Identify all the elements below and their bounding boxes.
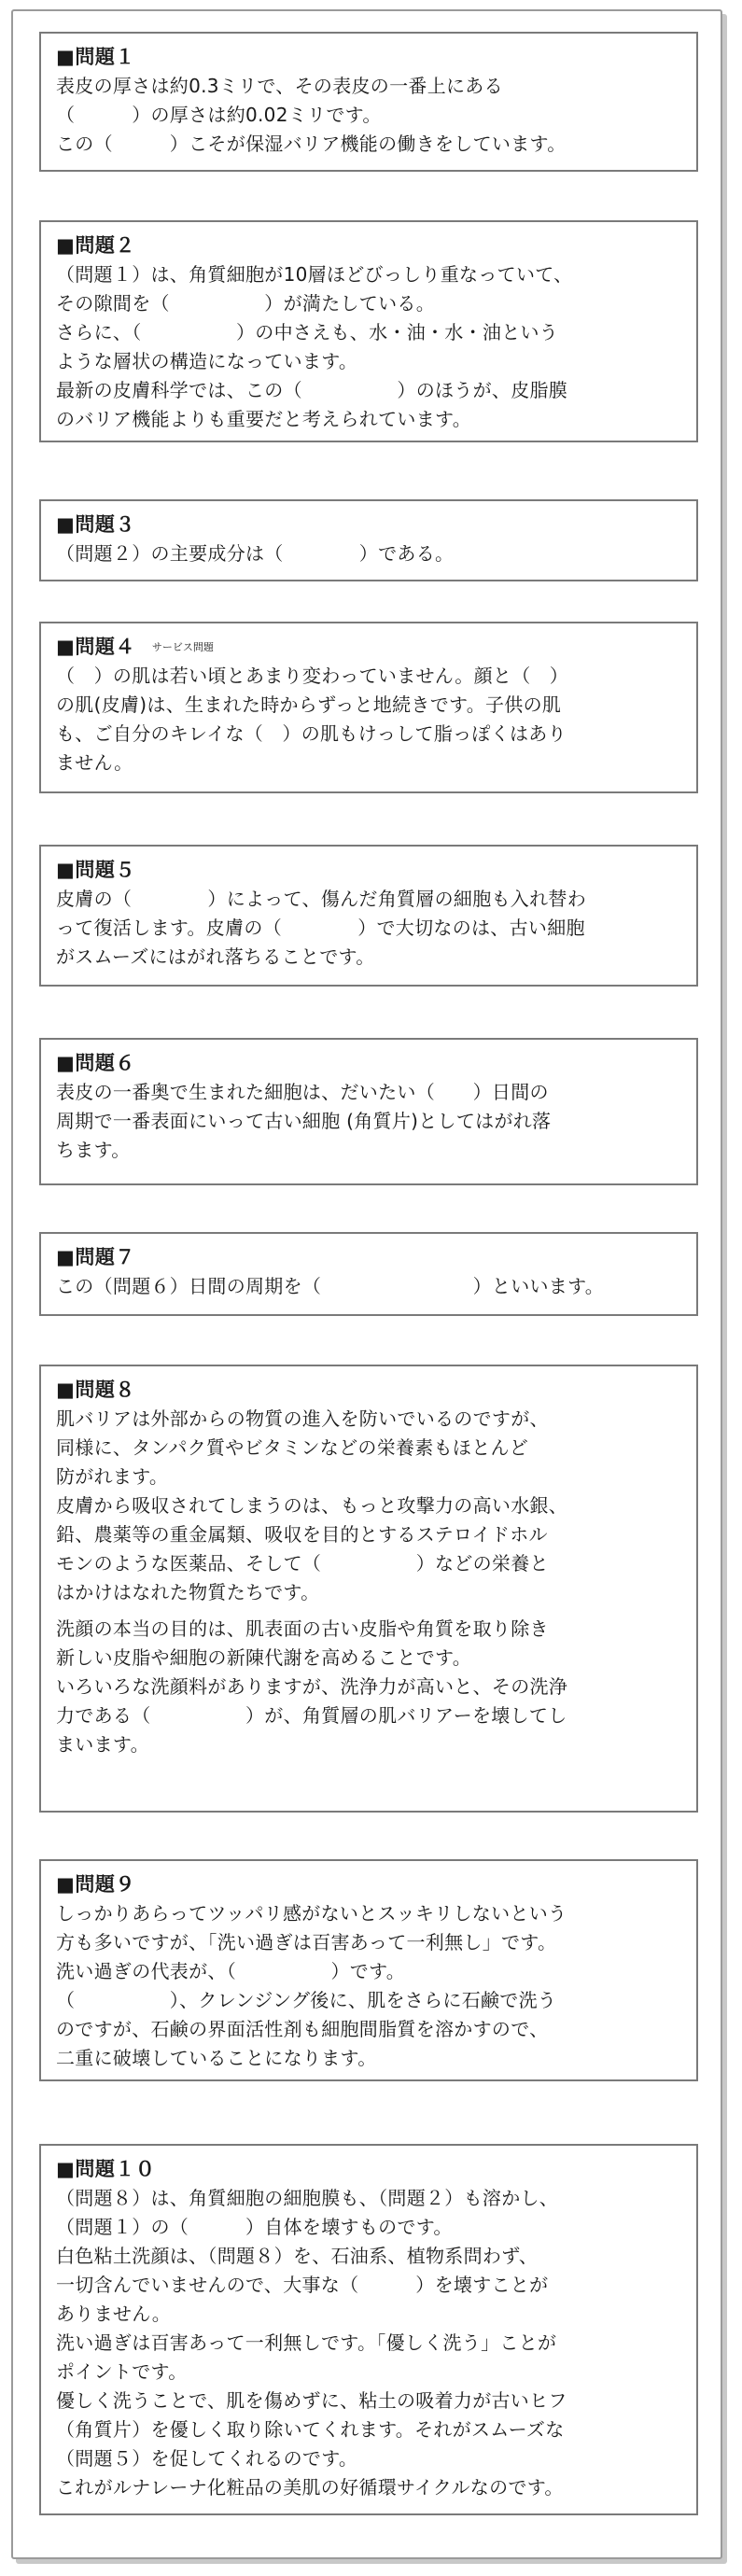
question-text-line: ません。 <box>56 751 133 774</box>
question-text-line: がスムーズにはがれ落ちることです。 <box>56 945 375 968</box>
question-box-1 <box>39 32 698 172</box>
question-text-line: （問題５）を促してくれるのです。 <box>56 2447 358 2470</box>
question-title: ■問題２ <box>56 234 135 257</box>
question-text-line: その隙間を（ ）が満たしている。 <box>56 292 435 315</box>
question-text-line: ありません。 <box>56 2303 171 2325</box>
question-box-10 <box>39 2144 698 2515</box>
question-title: ■問題９ <box>56 1873 135 1896</box>
question-title: ■問題１０ <box>56 2158 156 2180</box>
question-text-line: いろいろな洗顔料がありますが、洗浄力が高いと、その洗浄 <box>56 1675 568 1698</box>
question-box-3 <box>39 499 698 581</box>
question-text-line: （問題１）の（ ）自体を壊すものです。 <box>56 2216 453 2238</box>
question-text-line: この（ ）こそが保湿バリア機能の働きをしています。 <box>56 133 567 155</box>
question-title: ■問題３ <box>56 513 135 536</box>
question-box-6 <box>39 1038 698 1185</box>
question-text-line: 周期で一番表面にいって古い細胞 (角質片)としてはがれ落 <box>56 1110 552 1132</box>
question-text-line: まいます。 <box>56 1733 149 1756</box>
question-title: ■問題７ <box>56 1246 135 1268</box>
question-box-8 <box>39 1365 698 1813</box>
question-text-line: モンのような医薬品、そして（ ）などの栄養と <box>56 1552 549 1575</box>
question-text-line: 肌バリアは外部からの物質の進入を防いでいるのですが、 <box>56 1407 549 1430</box>
question-text-line: も、ご自分のキレイな（ ）の肌もけっして脂っぽくはあり <box>56 722 567 745</box>
question-text-line: のバリア機能よりも重要だと考えられています。 <box>56 408 471 430</box>
question-text-line: （問題１）は、角質細胞が10層ほどびっしり重なっていて、 <box>56 263 573 286</box>
question-title: ■問題８ <box>56 1379 135 1401</box>
question-text-line: 皮膚から吸収されてしまうのは、もっと攻撃力の高い水銀、 <box>56 1494 568 1517</box>
question-text-line: 鉛、農薬等の重金属類、吸収を目的とするステロイドホル <box>56 1523 548 1546</box>
question-text-line: この（問題６）日間の周期を（ ）といいます。 <box>56 1275 605 1297</box>
question-text-line: 力である（ ）が、角質層の肌バリアーを壊してし <box>56 1704 567 1727</box>
question-text-line: はかけはなれた物質たちです。 <box>56 1581 320 1603</box>
question-text-line: 一切含んでいませんので、大事な（ ）を壊すことが <box>56 2274 549 2296</box>
question-text-line: 洗い過ぎの代表が、（ ）です。 <box>56 1960 406 1982</box>
question-paragraph <box>56 1615 681 1759</box>
question-text-line: さらに、（ ）の中さえも、水・油・水・油という <box>56 321 559 343</box>
question-text-line: 皮膚の（ ）によって、傷んだ角質層の細胞も入れ替わ <box>56 888 586 910</box>
question-text-line: （ ）の厚さは約0.02ミリです。 <box>56 104 382 126</box>
question-text-line: 新しい皮脂や細胞の新陳代謝を高めることです。 <box>56 1646 471 1669</box>
question-note: サービス問題 <box>151 641 214 653</box>
worksheet-frame <box>11 9 722 2559</box>
question-box-4 <box>39 622 698 793</box>
question-text-line: （問題２）の主要成分は（ ）である。 <box>56 542 455 565</box>
question-text-line: 表皮の厚さは約0.3ミリで、その表皮の一番上にある <box>56 75 503 97</box>
question-text-line: って復活します。皮膚の（ ）で大切なのは、古い細胞 <box>56 917 585 939</box>
question-title: ■問題１ <box>56 46 135 68</box>
question-box-2 <box>39 220 698 442</box>
question-text-line: ポイントです。 <box>56 2360 188 2383</box>
question-text-line: 洗顔の本当の目的は、肌表面の古い皮脂や角質を取り除き <box>56 1617 549 1640</box>
question-text-line: の肌(皮膚)は、生まれた時からずっと地続きです。子供の肌 <box>56 693 562 716</box>
question-text-line: （問題８）は、角質細胞の細胞膜も、（問題２）も溶かし、 <box>56 2187 559 2209</box>
question-text-line: 白色粘土洗顔は、（問題８）を、石油系、植物系問わず、 <box>56 2245 539 2267</box>
question-text-line: これがルナレーナ化粧品の美肌の好循環サイクルなのです。 <box>56 2476 564 2499</box>
question-text-line: 防がれます。 <box>56 1465 169 1488</box>
question-paragraph <box>56 1405 681 1607</box>
question-text-line: しっかりあらってツッパリ感がないとスッキリしないという <box>56 1902 567 1925</box>
question-box-5 <box>39 845 698 987</box>
question-title <box>56 633 681 662</box>
question-text-line: 同様に、タンパク質やビタミンなどの栄養素もほとんど <box>56 1436 529 1459</box>
question-title: ■問題６ <box>56 1052 135 1074</box>
question-title: ■問題５ <box>56 859 135 881</box>
question-text-line: 表皮の一番奥で生まれた細胞は、だいたい（ ）日間の <box>56 1081 549 1103</box>
question-title-text: ■問題４ <box>56 636 135 658</box>
question-text-line: ような層状の構造になっています。 <box>56 350 358 372</box>
question-text-line: （ ）の肌は若い頃とあまり変わっていません。顔と（ ） <box>56 665 569 687</box>
question-box-7 <box>39 1232 698 1316</box>
question-text-line: のですが、石鹸の界面活性剤も細胞間脂質を溶かすので、 <box>56 2018 549 2040</box>
question-text-line: 洗い過ぎは百害あって一利無しです。「優しく洗う」ことが <box>56 2331 557 2354</box>
question-text-line: 方も多いですが、「洗い過ぎは百害あって一利無し」です。 <box>56 1931 557 1953</box>
question-text-line: 優しく洗うことで、肌を傷めずに、粘土の吸着力が古いヒフ <box>56 2389 567 2412</box>
question-text-line: 最新の皮膚科学では、この（ ）のほうが、皮脂膜 <box>56 379 568 401</box>
paragraph-spacer <box>56 1607 681 1615</box>
question-text-line: 二重に破壊していることになります。 <box>56 2047 377 2069</box>
question-text-line: （角質片）を優しく取り除いてくれます。それがスムーズな <box>56 2418 565 2441</box>
question-text-line: （ ）、クレンジング後に、肌をさらに石鹸で洗う <box>56 1989 557 2011</box>
question-box-9 <box>39 1859 698 2081</box>
question-text-line: ちます。 <box>56 1139 131 1161</box>
